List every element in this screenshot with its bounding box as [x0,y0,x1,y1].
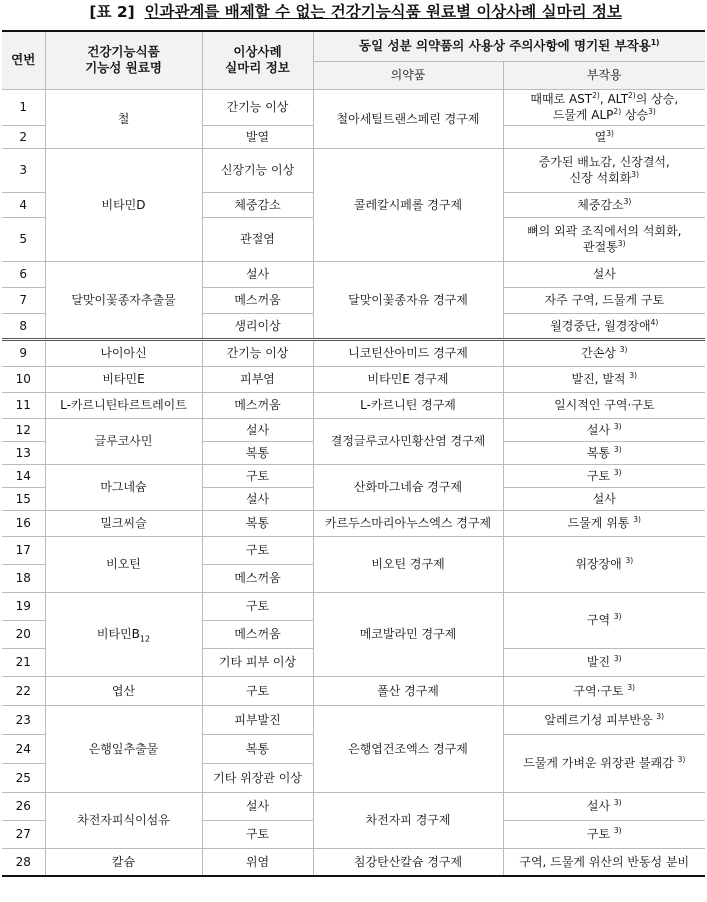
ingredient-cell: 비타민$B_{12}$ [45,592,202,676]
table-label: [표 2] [89,3,135,21]
signal-cell: 구토 [202,464,313,487]
row-no: 23 [2,705,45,734]
ingredient-cell: 밀크씨슬 [45,510,202,536]
side-effect-cell: 체중감소$^{3)}$ [503,192,705,217]
side-effect-cell: 발진, 발적 $^{3)}$ [503,366,705,392]
row-no: 12 [2,418,45,441]
header-drug-group-footnote: 1) [650,38,660,48]
drug-cell: 침강탄산칼슘 경구제 [313,848,503,876]
signal-cell: 메스꺼움 [202,287,313,313]
row-no: 26 [2,792,45,820]
signal-cell: 기타 피부 이상 [202,648,313,676]
table-row [2,261,705,287]
ingredient-cell: 비타민D [45,148,202,261]
row-no: 20 [2,620,45,648]
header-drug-group [313,31,705,61]
side-effect-cell: 뼈의 외곽 조직에서의 석회화, 관절통$^{3)}$ [503,217,705,261]
row-no: 25 [2,763,45,792]
side-effect-cell: 설사 $^{3)}$ [503,792,705,820]
drug-cell: 산화마그네슘 경구제 [313,464,503,510]
ingredient-cell: 글루코사민 [45,418,202,464]
signal-cell: 발열 [202,125,313,148]
signal-cell: 간기능 이상 [202,89,313,125]
signal-cell: 설사 [202,792,313,820]
table-row [2,848,705,876]
drug-cell: 카르두스마리아누스엑스 경구제 [313,510,503,536]
row-no: 3 [2,148,45,192]
ingredient-cell: 마그네슘 [45,464,202,510]
signal-cell: 간기능 이상 [202,339,313,366]
drug-cell: 은행엽건조엑스 경구제 [313,705,503,792]
signal-cell: 복통 [202,734,313,763]
side-effect-cell: 자주 구역, 드물게 구토 [503,287,705,313]
signal-cell: 구토 [202,820,313,848]
signal-cell: 신장기능 이상 [202,148,313,192]
drug-cell: 비타민E 경구제 [313,366,503,392]
ingredient-cell: 나이아신 [45,339,202,366]
signal-cell: 구토 [202,592,313,620]
drug-cell: 차전자피 경구제 [313,792,503,848]
drug-cell: 폴산 경구제 [313,676,503,705]
row-no: 7 [2,287,45,313]
header-ingredient [45,31,202,89]
row-no: 14 [2,464,45,487]
row-no: 10 [2,366,45,392]
signal-cell: 메스꺼움 [202,620,313,648]
side-effect-cell: 구토 $^{3)}$ [503,464,705,487]
side-effect-cell: 복통 $^{3)}$ [503,441,705,464]
signal-cell: 체중감소 [202,192,313,217]
row-no: 5 [2,217,45,261]
signal-cell: 메스꺼움 [202,392,313,418]
table-row [2,148,705,192]
header-drug-group-text: 동일 성분 의약품의 사용상 주의사항에 명기된 부작용 [359,38,651,54]
row-no: 19 [2,592,45,620]
signal-cell: 메스꺼움 [202,564,313,592]
table-row [2,592,705,620]
side-effect-cell: 증가된 배뇨감, 신장결석, 신장 석회화$^{3)}$ [503,148,705,192]
drug-cell: 결정글루코사민황산염 경구제 [313,418,503,464]
table-row [2,536,705,564]
signal-cell: 복통 [202,441,313,464]
header-no: 연번 [2,31,45,89]
drug-cell: 비오틴 경구제 [313,536,503,592]
side-effect-cell: 구역 $^{3)}$ [503,592,705,648]
signal-cell: 관절염 [202,217,313,261]
signal-cell: 피부염 [202,366,313,392]
signal-cell: 기타 위장관 이상 [202,763,313,792]
side-effect-cell: 열$^{3)}$ [503,125,705,148]
row-no: 9 [2,339,45,366]
header-drug: 의약품 [313,61,503,89]
header-ingredient-line1: 건강기능식품 [87,44,160,60]
table-row [2,418,705,441]
side-effect-cell: 월경중단, 월경장애$^{4)}$ [503,313,705,339]
side-effect-cell: 일시적인 구역·구토 [503,392,705,418]
table-title [0,0,707,26]
signal-cell: 구토 [202,676,313,705]
ingredient-cell: 차전자피식이섬유 [45,792,202,848]
drug-cell: 철아세틸트랜스페린 경구제 [313,89,503,148]
ingredient-cell: 은행잎추출물 [45,705,202,792]
row-no: 24 [2,734,45,763]
row-no: 8 [2,313,45,339]
row-no: 28 [2,848,45,876]
row-no: 4 [2,192,45,217]
header-signal-line1: 이상사례 [233,44,282,60]
side-effect-cell: 설사 $^{3)}$ [503,418,705,441]
drug-cell: 메코발라민 경구제 [313,592,503,676]
side-effect-cell: 설사 [503,487,705,510]
header-side-effect: 부작용 [503,61,705,89]
ingredient-cell: L-카르니틴타르트레이트 [45,392,202,418]
table-row [2,676,705,705]
side-effect-cell: 위장장애 $^{3)}$ [503,536,705,592]
row-no: 16 [2,510,45,536]
drug-cell: 달맞이꽃종자유 경구제 [313,261,503,339]
header-signal-line2: 실마리 정보 [225,60,290,76]
signal-cell: 생리이상 [202,313,313,339]
side-effect-cell: 구역, 드물게 위산의 반동성 분비 [503,848,705,876]
row-no: 6 [2,261,45,287]
row-no: 1 [2,89,45,125]
side-effect-cell: 드물게 위통 $^{3)}$ [503,510,705,536]
ingredient-cell: 엽산 [45,676,202,705]
header-ingredient-line2: 기능성 원료명 [85,60,162,76]
table-caption: 인과관계를 배제할 수 없는 건강기능식품 원료별 이상사례 실마리 정보 [144,3,622,21]
side-effect-cell: 구토 $^{3)}$ [503,820,705,848]
row-no: 11 [2,392,45,418]
row-no: 15 [2,487,45,510]
signal-cell: 설사 [202,487,313,510]
drug-cell: 콜레칼시페롤 경구제 [313,148,503,261]
row-no: 22 [2,676,45,705]
table-body [2,89,705,876]
drug-cell: 니코틴산아미드 경구제 [313,339,503,366]
row-no: 21 [2,648,45,676]
table-row [2,366,705,392]
table-row [2,510,705,536]
side-effect-cell: 드물게 가벼운 위장관 불쾌감 $^{3)}$ [503,734,705,792]
adverse-event-table [2,30,705,877]
signal-cell: 위염 [202,848,313,876]
ingredient-cell: 철 [45,89,202,148]
table-row [2,792,705,820]
ingredient-cell: 칼슘 [45,848,202,876]
row-no: 17 [2,536,45,564]
table-row [2,339,705,366]
row-no: 18 [2,564,45,592]
table-row [2,392,705,418]
side-effect-cell: 설사 [503,261,705,287]
side-effect-cell: 발진 $^{3)}$ [503,648,705,676]
signal-cell: 복통 [202,510,313,536]
side-effect-cell: 때때로 AST$^{2)}$, ALT$^{2)}$의 상승, 드물게 ALP$^{2)}$ 상승$^{3)}$ [503,89,705,125]
signal-cell: 구토 [202,536,313,564]
row-no: 27 [2,820,45,848]
table-header [2,31,705,89]
side-effect-cell: 간손상 $^{3)}$ [503,339,705,366]
signal-cell: 설사 [202,261,313,287]
table-row [2,705,705,734]
row-no: 13 [2,441,45,464]
ingredient-cell: 비타민E [45,366,202,392]
ingredient-cell: 비오틴 [45,536,202,592]
signal-cell: 설사 [202,418,313,441]
row-no: 2 [2,125,45,148]
ingredient-cell: 달맞이꽃종자추출물 [45,261,202,339]
drug-cell: L-카르니틴 경구제 [313,392,503,418]
table-row [2,89,705,125]
table-row [2,464,705,487]
signal-cell: 피부발진 [202,705,313,734]
header-signal [202,31,313,89]
side-effect-cell: 구역·구토 $^{3)}$ [503,676,705,705]
side-effect-cell: 알레르기성 피부반응 $^{3)}$ [503,705,705,734]
